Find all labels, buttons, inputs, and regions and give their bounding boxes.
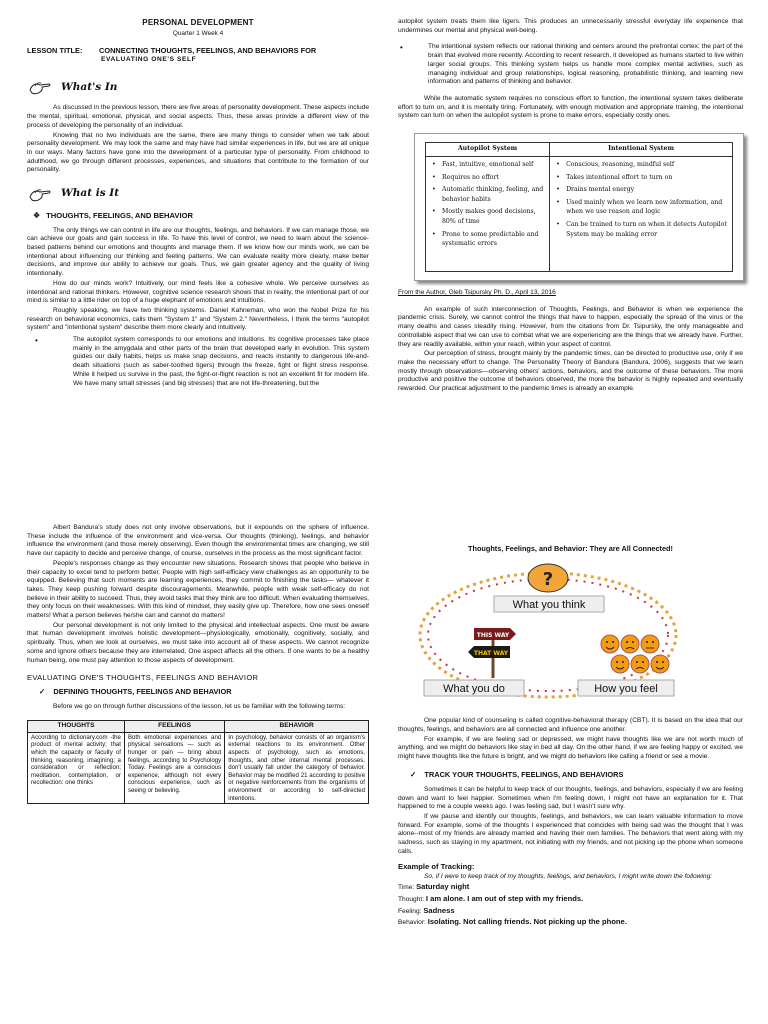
lesson-title-row [27,46,369,64]
autopilot-system-text: The autopilot system corresponds to our emotions and intuitions. Its cognitive processes take place mainly in the amygdala and other parts of the brain that developed early in evolution. This system guides our daily habits, helps us make snap decisions, and reacts instantly to dangerous life-and-death situations (such as saber-toothed tigers) through the freeze, fight or flight stress response. While it helped us survive in the past, the fight-or-flight reaction is not an excellent fit for modern life. We have many small stresses (and big stresses) that are not life-threatening, but the [73,336,369,387]
tracking-row-time [398,882,743,893]
page-top [0,0,768,500]
tracking-row-thought [398,894,743,905]
evaluating-heading: EVALUATING ONE'S THOUGHTS, FEELINGS AND BEHAVIOR [27,673,259,683]
whats-in-heading-row [27,76,369,98]
defining-heading: DEFINING THOUGHTS, FEELINGS AND BEHAVIOR [53,687,232,697]
whats-in-heading: What's In [61,80,118,93]
tracking-label: Time: [398,884,415,892]
how-you-feel-label: How you feel [594,682,658,695]
bandura-paragraph: Albert Bandura's study does not only involve observations, but it expounds on the sphere of influence. These include the influence of the environment and vice-versa. Our thoughts (thinking), feelings, and behavior influence the environment (and those merely observing). Even though the environmental times are changing, we still have our capacity to decide and perceive change, of course, ourselves in the process as the most significant factor. [27,524,369,558]
table-header: FEELINGS [124,720,224,732]
track-heading: TRACK YOUR THOUGHTS, FEELINGS, AND BEHAVIORS [424,769,624,779]
autopilot-continuation: autopilot system treats them like tigers. This produces an unnecessarily stressful everyday life experience that undermines our mental and physical well-being. [398,18,743,34]
tracking-label: Feeling: [398,907,422,915]
track-paragraph-2: If we pause and identify our thoughts, feelings, and behaviors, we can learn valuable information to move forward. For example, some of the thoughts I experienced that coincides with being sad was the thought that I was alone--most of my friends are already married and having their own families. The behaviors that went along with my sadness, such as staying in my apartment, not initiating with my friends, and not picking up the phone when someone calls. [398,812,743,855]
list-item: • Conscious, reasoning, mindful self [554,160,728,170]
thoughts-feelings-behavior-heading: THOUGHTS, FEELINGS, AND BEHAVIOR [46,211,193,221]
what-is-it-heading: What is It [61,187,120,200]
emoji-faces-icon [601,635,669,673]
self-efficacy-paragraph: People's responses change as they encounter new situations. Research shows that people who believe in their capacity to excel tend to perform better. People with high self-efficacy view challenges as an opportunity to be equipped. Believing that such moments are learning experiences, they commit to finishing the tasks— whatever it takes. They keep pushing forward despite discouragements. Meanwhile, people with weak self-efficacy do not believe in their ability to succeed. Thus, they avoid tasks that they think are too difficult. When evaluating themselves, they only focus on their weaknesses. With this kind of mindset, they easily give up. Therefore, how one sees oneself matters! What a person believes he/she can and cannot do matters! [27,559,369,620]
intentional-list [398,43,743,87]
list-item: • Can be trained to turn on when it detects Autopilot System may be making error [554,220,728,239]
what-is-it-paragraph-2: How do our minds work? Intuitively, our mind feels like a cohesive whole. We perceive ourselves as intentional and rational thinkers. However, cognitive science research shows that in reality, the intentional part of our mind is similar to a little rider on top of a huge elephant of emotions and intuitions. [27,279,369,305]
systems-comparison-table-image [414,133,744,281]
checkmark-icon: ✓ [39,687,46,697]
right-paragraph-2: An example of such interconnection of Thoughts, Feelings, and Behavior is when we experience the pandemic crisis. Surely, we cannot control the things that have to happen, especially the spread of the virus or the many deaths and cases steadily rising. However, from the citations from Dr. Tsipursky, the only manageable and controllable aspect that we can use to combat what we are experiencing are the things that we already have. Further, they are readily available, within your reach, within your aspect of control. [398,305,743,348]
tracking-example [398,862,743,928]
tracking-value: Isolating. Not calling friends. Not picking up the phone. [427,917,627,927]
table-header: Intentional System [550,143,733,157]
defining-heading-row [27,687,369,697]
table-header: Autopilot System [426,143,550,157]
what-is-it-heading-row [27,183,369,205]
example-paragraph: For example, if we are feeling sad or depressed, we might have thoughts like we are not worth much of anything, and we might do behaviors like stay in bed all day. On the other hand, if we are feeling happy or excited, we might have thoughts like the future is bright, and we might do behaviors like calling a friend or see a movie. [398,735,743,761]
tracking-value: Saturday night [416,882,470,892]
top-left-column [27,18,369,388]
track-paragraph-1: Sometimes it can be helpful to keep track of our thoughts, feelings, and behaviors, especially if we are feeling down and want to feel happier. Sometimes when I'm feeling down, I might not have an explanation for it. That happened to me a couple weeks ago. I was feeling sad, but I wasn't sure why. [398,785,743,811]
tracking-row-behavior [398,917,743,928]
cbt-paragraph: One popular kind of counseling is called cognitive-behavioral therapy (CBT). It is based on the idea that our thoughts, feelings, and behaviors are all connected and influence one another. [398,717,743,734]
what-is-it-paragraph-3: Roughly speaking, we have two thinking systems. Daniel Kahneman, who won the Nobel Prize for his research on behavioral economics, calls them "System 1" and "System 2." Nevertheless, I think the terms "autopilot system" and "intentional system" describe them more clearly and intuitively. [27,306,369,332]
tracking-value: I am alone. I am out of step with my friends. [425,893,584,903]
sign-that-way: THAT WAY [473,649,509,657]
tracking-label: Thought: [398,895,425,903]
terms-table [27,720,369,804]
example-intro: So, if I were to keep track of my thoughts, feelings, and behaviors, I might write down the following: [424,872,713,880]
tracking-value: Sadness [423,905,455,915]
list-item: • Drains mental energy [554,185,728,195]
intentional-system-text: The intentional system reflects our rational thinking and centers around the prefrontal cortex: the part of the brain that evolved more recently. According to recent research, it developed as humans started to live within larger social groups. This thinking system helps us handle more complex mental activities, such as managing individual and group relationships, logical reasoning, probabilistic thinking, and learning new information and patterns of thinking and behavior. [428,43,743,86]
list-item: • Prone to some predictable and systematic errors [430,230,545,249]
pointing-hand-icon [27,183,53,205]
sign-this-way: THIS WAY [476,631,510,639]
lesson-title [99,46,369,64]
terms-intro: Before we go on through further discussions of the lesson, let us be familiar with the following terms: [53,703,346,711]
whats-in-paragraph-1: As discussed in the previous lesson, there are five areas of personality development. These aspects include the mental, spiritual, emotional, physical, and social aspects. Thus, these areas provide a different view of the process of developing the personality of an individual. [27,104,369,129]
systems-comparison-table [425,142,733,272]
bullet-icon: • [35,336,38,346]
what-you-think-label: What you think [512,598,586,611]
document-title: PERSONAL DEVELOPMENT [142,18,254,27]
checkmark-icon: ✓ [410,769,417,779]
track-heading-row [398,770,743,780]
what-is-it-paragraph-1: The only things we can control in life are our thoughts, feelings, and behaviors. If we can manage those, we can achieve our goals and gain success in life. To have this level of control, we need to learn about the science-based patterns behind our emotions and thoughts and manage them. If we know how our minds work, we can be intentional about influencing our thinking and feeling patterns. We can evaluate reality more clearly, make better decisions, and improve our ability to achieve our goals. Thus, we gain greater agency and the quality of living intentionally. [27,226,369,278]
list-item: • Used mainly when we learn new information, and when we use reason and logic [554,198,728,217]
connection-diagram [398,560,698,710]
intentional-traits-cell [550,157,733,272]
lesson-title-label: LESSON TITLE: [27,46,83,55]
list-item: • Fast, intuitive, emotional self [430,160,545,170]
thoughts-definition: According to dictionary.com -the product of mental activity; that which the capacity or faculty of thinking, reasoning, imagining; a consideration or reflection; meditation, contemplation, or recollection: one thinks [28,732,125,803]
behavior-definition: In psychology, behavior consists of an organism's external reactions to its environment. Other aspects of psychology, such as emotions, thoughts, and other internal mental processes, don't usually fall under the category of behavior. Behavior may be modified 21 according to positive or negative reinforcements from the organisms of environment or according to self-directed intentions. [225,732,369,803]
systems-list [27,336,369,388]
what-you-do-label: What you do [443,682,505,695]
bottom-right-column [398,522,743,929]
bullet-icon: • [400,43,403,53]
bottom-left-column [27,524,369,804]
diamond-bullet-icon: ❖ [33,211,41,221]
list-item: • Requires no effort [430,173,545,183]
right-paragraph-1: While the automatic system requires no conscious effort to function, the intentional system takes deliberate effort to turn on, and it is mentally tiring. Fortunately, with enough motivation and appropriate training, the intentional system can turn on when the autopilot system is prone to make errors, especially costly ones. [398,94,743,120]
quarter-week: Quarter 1 Week 4 [172,29,224,37]
svg-text:?: ? [542,568,554,590]
right-paragraph-3: Our perception of stress, brought mainly by the pandemic times, can be directed to productive use, only if we make the necessary effort to change. The Personality Theory of Bandura (Bandura, 2006), suggests that we learn mostly through observations—observing others' actions, behaviors, and the outcome of these behaviors. The more productive and positive the outcome of behaviors observed, the more the behavior is highly repeated and eventually rewarded. Our practical adjustment to the pandemic times is already an example. [398,350,743,393]
list-item [27,336,369,388]
figure-title: Thoughts, Feelings, and Behavior: They are All Connected! [468,544,673,553]
lesson-title-line-1: CONNECTING THOUGHTS, FEELINGS, AND BEHAVIORS FOR [99,46,317,55]
list-item: • Automatic thinking, feeling, and behavior habits [430,185,545,204]
pointing-hand-icon [27,76,53,98]
thoughts-feelings-behavior-heading-row [33,211,369,222]
example-heading: Example of Tracking: [398,862,475,872]
feelings-definition: Both emotional experiences and physical sensations — such as hunger or pain — bring about feelings, according to Psychology Today. Feelings are a conscious experience, although not every conscious experience, such as seeing or believing. [124,732,224,803]
page-gap [0,500,768,514]
lesson-title-line-2: EVALUATING ONE'S SELF [101,55,197,63]
tracking-row-feeling [398,906,743,917]
tracking-label: Behavior: [398,919,426,927]
list-item: • Mostly makes good decisions, 80% of time [430,207,545,226]
table-row [28,732,369,803]
table-header: BEHAVIOR [225,720,369,732]
thought-bubble-icon [528,564,568,592]
autopilot-traits-cell [426,157,550,272]
page-bottom [0,514,768,1024]
top-right-column [398,18,743,395]
whats-in-paragraph-2: Knowing that no two individuals are the same, there are many things to consider when we talk about personality development. We may look the same and may have had similar experiences in life, but we are all unique in our ways. Many factors have gone into the development of a particular type of personality. From childhood to adulthood, we go through different processes, experiences, and situations that contribute to the formation of our personality. [27,131,369,174]
holistic-development-paragraph: Our personal development is not only limited to the physical and intellectual aspects. One must be aware that human development involves holistic development—physiologically, emotionally, cognitively, socially, and spiritually. Thus, when we look at ourselves, we must take into account all of these aspects. We cannot recognize some and ignore others because they are interrelated. One aspect affects all the others. If one wants to be a healthy human being, one must pay attention to those aspects of development. [27,621,369,664]
list-item: • Takes intentional effort to turn on [554,173,728,183]
list-item [398,43,743,87]
table-header: THOUGHTS [28,720,125,732]
source-citation: From the Author, Gleb Tsipursky Ph. D., April 13, 2016 [398,289,556,297]
